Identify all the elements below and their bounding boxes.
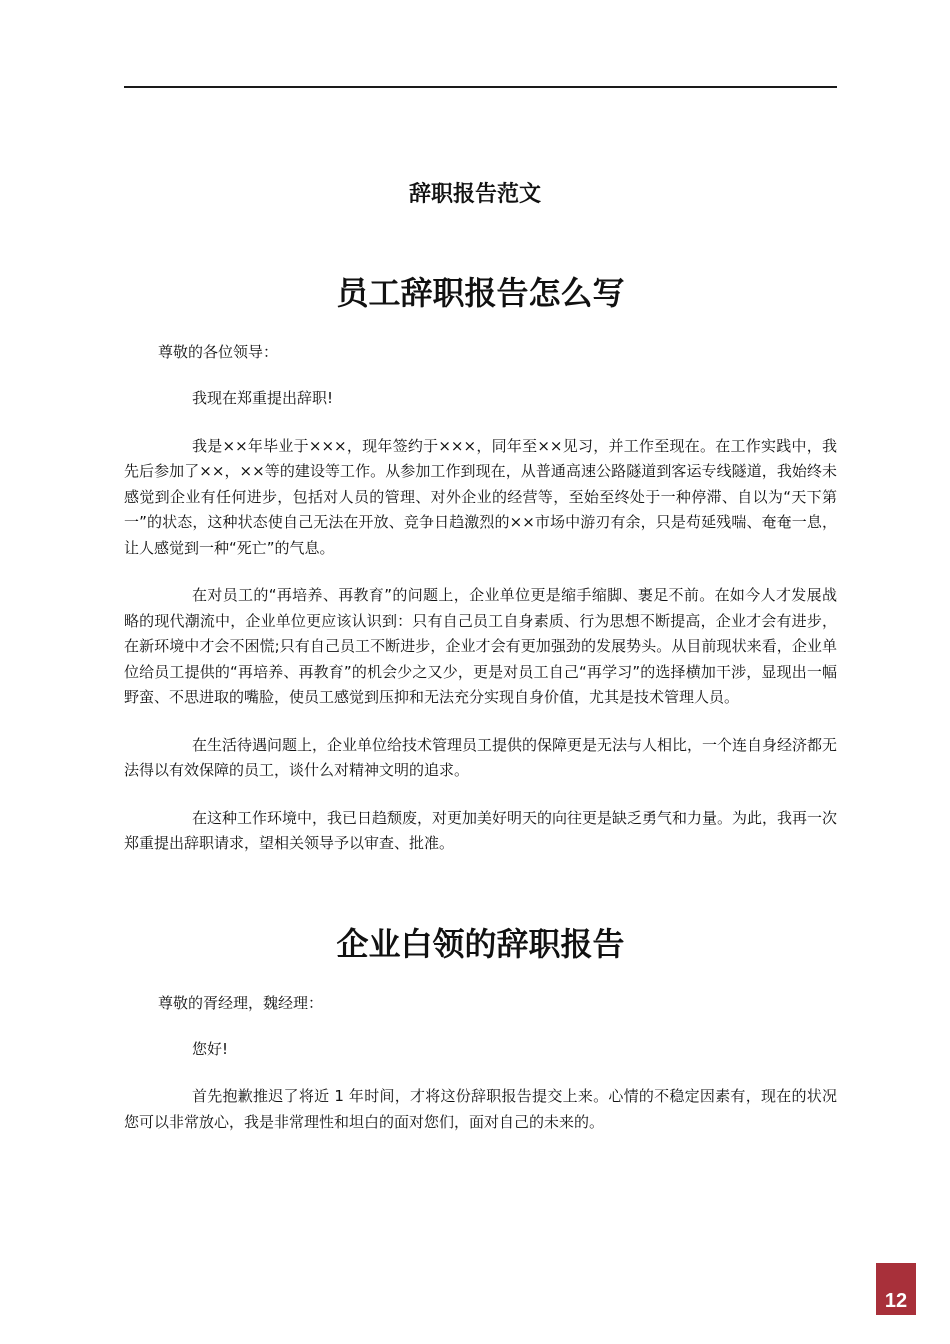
paragraph: 在生活待遇问题上，企业单位给技术管理员工提供的保障更是无法与人相比，一个连自身经济都无法得以有效保障的员工，谈什么对精神文明的追求。	[124, 735, 838, 779]
document-body	[124, 268, 837, 1135]
paragraph: 我是××年毕业于×××，现年签约于×××，同年至××见习，并工作至现在。在工作实践中，我先后参加了××，××等的建设等工作。从参加工作到现在，从普通高速公路隧道到客运专线隧道，我始终未感觉到企业有任何进步，包括对人员的管理、对外企业的经营等，至始至终处于一种停滞、自以为“天下第一”的状态，这种状态使自己无法在开放、竞争日趋激烈的××市场中游刃有余，只是苟延残喘、奄奄一息，让人感觉到一种“死亡”的气息。	[124, 436, 837, 557]
paragraph: 我现在郑重提出辞职!	[192, 389, 334, 407]
section-white-collar-resignation	[124, 919, 837, 1136]
salutation: 尊敬的胥经理，魏经理：	[158, 993, 324, 1012]
paragraph: 首先抱歉推迟了将近 1 年时间，才将这份辞职报告提交上来。心情的不稳定因素有，现在的状况您可以非常放心，我是非常理性和坦白的面对您们，面对自己的未来的。	[124, 1087, 837, 1131]
header-rule	[124, 86, 837, 88]
section-heading: 员工辞职报告怎么写	[336, 274, 625, 312]
salutation: 尊敬的各位领导：	[158, 343, 279, 361]
paragraph: 在这种工作环境中，我已日趋颓废，对更加美好明天的向往更是缺乏勇气和力量。为此，我再一次郑重提出辞职请求，望相关领导予以审查、批准。	[124, 808, 838, 852]
document-title: 辞职报告范文	[408, 182, 541, 207]
section-employee-resignation	[124, 268, 837, 857]
page-number: 12	[884, 1290, 908, 1312]
paragraph: 您好!	[192, 1039, 229, 1058]
paragraph: 在对员工的“再培养、再教育”的问题上，企业单位更是缩手缩脚、裹足不前。在如今人才发展战略的现代潮流中，企业单位更应该认识到：只有自己员工自身素质、行为思想不断提高，企业才会有进步，在新环境中才会不困慌;只有自己员工不断进步，企业才会有更加强劲的发展势头。从目前现状来看，企业单位给员工提供的“再培养、再教育”的机会少之又少，更是对员工自己“再学习”的选择横加干涉，显现出一幅野蛮、不思进取的嘴脸，使员工感觉到压抑和无法充分实现自身价值，尤其是技术管理人员。	[124, 586, 837, 706]
page-number-badge	[876, 1263, 916, 1315]
section-heading: 企业白领的辞职报告	[336, 924, 625, 963]
